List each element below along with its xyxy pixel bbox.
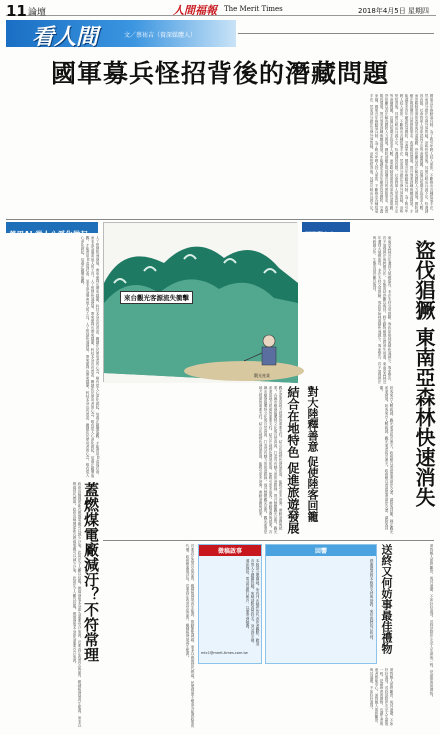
page-header <box>6 2 436 20</box>
poaching-article-body: 東南亞森林近年遭到大規模盜伐，非法木材交易猖獗，導致原始林面積快速減少。專家警告，若不加強執法與跨國合作，生態浩劫恐難以挽回，野生動物棲地也將消失殆盡。東南亞森林近年遭到大規模盜伐，非法木材交易猖獗，導致原始林面積快速減少。專家警告，若不加強執法與跨國合作，生態浩劫恐難以挽回。 <box>373 236 392 384</box>
banner-title: 看人間 <box>32 24 99 50</box>
divider-lower <box>103 540 434 541</box>
reply-title: 回響 <box>266 545 376 556</box>
ai-article-body: 人工智慧快速發展，帶來便利也帶來隱憂。科技本身沒有善惡，關鍵在於使用者的心念。唯有從人心淨化做起，培養正確價值觀，才能善用AI造福社會，而非成為傷害他人的工具。人工智慧快速發展，帶來便利也帶來隱憂。科技本身沒有善惡，關鍵在於使用者的心念。唯有從人心淨化做起，培養正確價值觀，才能善用AI造福社會，而非成為傷害他人的工具。人工智慧快速發展，帶來便利也帶來隱憂。科技本身沒有善惡，關鍵在於使用者的心念。唯有從人心淨化做起，培養正確價值觀。 <box>81 236 100 478</box>
intl-observe-head <box>302 222 350 239</box>
column-banner <box>6 20 236 50</box>
editorial-cartoon <box>103 222 297 382</box>
tourism-headline: 結合在地特色 促進旅遊發展 <box>286 386 300 535</box>
cartoon-label: 觀光產業 <box>254 373 270 378</box>
notice-title: 徵稿啟事 <box>199 545 261 556</box>
cartoon-caption: 來台觀光客源流失衝擊 <box>120 291 193 304</box>
ai-section-title: 善用AI 從人心淨化做起 <box>9 230 88 239</box>
reply-text: 感謝讀者對本版的支持與指教，來信我們均已收到。 <box>370 559 374 642</box>
notice-box <box>198 544 262 664</box>
divider-main <box>6 219 434 220</box>
gift-headline: 送終又何妨事最佳禮物 <box>380 544 393 654</box>
page-number: 11 <box>6 2 27 20</box>
coal-article-body-2: 若要真正改善空氣品質，應積極發展再生能源，推動節能減碳，而非以燃煤替代燃煤。民眾健康不應成為能源政策的代價，政府應審慎評估。若要真正改善空氣品質，應積極發展再生能源。 <box>186 544 195 728</box>
brand-name-en: The Merit Times <box>224 5 283 13</box>
bottom-article-body: 面對親人即將離世，與其迴避，不如好好道別。送終是陪伴走完人生最後一程，是最珍貴的禮物，也讓生者與逝者都能安心。面對親人即將離世，與其迴避，不如好好道別。 <box>370 668 394 726</box>
main-headline: 國軍募兵怪招背後的潛藏問題 <box>50 59 389 88</box>
ai-section-head <box>6 222 98 239</box>
coal-article-body: 政府宣稱興建新式燃煤電廠可以減少汙染，此說法令人難以信服。燃煤發電本身即為重要空汙來源，若要真正改善空氣品質，應積極發展再生能源，而非以燃煤替代燃煤。政府宣稱興建新式燃煤電廠可以減少汙染，此說法令人難以信服。燃煤發電本身即為重要空汙來源。 <box>73 482 82 727</box>
banner-rule <box>238 33 434 34</box>
notice-email: mtc1@merit-times.com.tw <box>201 651 248 655</box>
brand-name: 人間福報 <box>173 4 217 17</box>
notice-text: 本版是公眾園地，所有刊出稿件皆代表作者觀點，歡迎各界人士踴躍投稿。來稿請附真實姓名、身分證字號、通訊地址、電話及銀行帳戶，以便寄發稿費。 <box>246 559 260 646</box>
tourism-article-body: 觀光產業是地方經濟的重要支柱，結合在地特色發展旅遊，能吸引更多遊客，帶動消費與就業。各縣市應發掘獨特文化與自然資源，打造具有魅力的旅遊路線，提升整體觀光品質。觀光產業是地方經濟的重要支柱，結合在地特色發展旅遊，能吸引更多遊客，帶動消費與就業。各縣市應發掘獨特文化與自然資源，打造具有魅力的旅遊路線，提升整體觀光品質。觀光產業是地方經濟的重要支柱，結合在地特色發展旅遊，能吸引更多遊客，帶動消費與就業。 <box>259 386 283 534</box>
reply-box <box>265 544 377 664</box>
china-article-body: 陸客來台人數銳減，觀光業者叫苦連天。政府應以善意促進兩岸交流，讓陸客回籠，穩定觀光產業發展。陸客來台人數銳減，觀光業者叫苦連天。政府應以善意促進兩岸交流，讓陸客回籠。 <box>380 386 394 534</box>
gift-article-body: 面對親人即將離世，與其迴避，不如好好道別。送終是陪伴走完人生最後一程，是最珍貴的禮物。 <box>430 544 434 699</box>
intl-observe-label: 國際觀察台 <box>305 232 336 239</box>
coal-headline: 蓋燃煤電廠減汙？不符常理 <box>82 482 100 662</box>
author-line: 文／蔡祐吉（資深媒體人） <box>124 32 197 39</box>
issue-date: 2018年4月5日 星期四 <box>358 7 429 15</box>
main-article-body: 國軍近年推動募兵制，為了吸引年輕人投入軍旅，不斷推出各種招募手法，然而部分做法引發外界質疑。這些怪招背後，其實反映出兵源不足、待遇誘因有限、社會對軍人形象認同不足等深層問題。若僅以短期手段追求人數，而忽略制度面的改革與長遠規劃，恐怕難以真正解決國防人力困境。國防部應正視基層官兵的實際需求，改善服役環境，提升專業訓練與職涯發展，才能讓更多青年願意投身國防，守護家園。國軍近年推動募兵制，為了吸引年輕人投入軍旅，不斷推出各種招募手法，然而部分做法引發外界質疑。這些怪招背後，其實反映出兵源不足、待遇誘因有限、社會對軍人形象認同不足等深層問題。若僅以短期手段追求人數，而忽略制度面的改革與長遠規劃，恐怕難以真正解決國防人力困境。國防部應正視基層官兵的實際需求，改善服役環境，提升專業訓練與職涯發展，才能讓更多青年願意投身國防，守護家園。國軍近年推動募兵制，為了吸引年輕人投入軍旅，不斷推出各種招募手法，然而部分做法引發外界質疑。這些怪招背後，其實反映出兵源不足。 <box>370 94 434 213</box>
poaching-headline: 盜伐猖獗 東南亞森林快速消失 <box>412 240 436 507</box>
section-name: 論壇 <box>28 8 47 18</box>
china-headline: 對大陸釋善意 促使陸客回籠 <box>306 386 319 522</box>
